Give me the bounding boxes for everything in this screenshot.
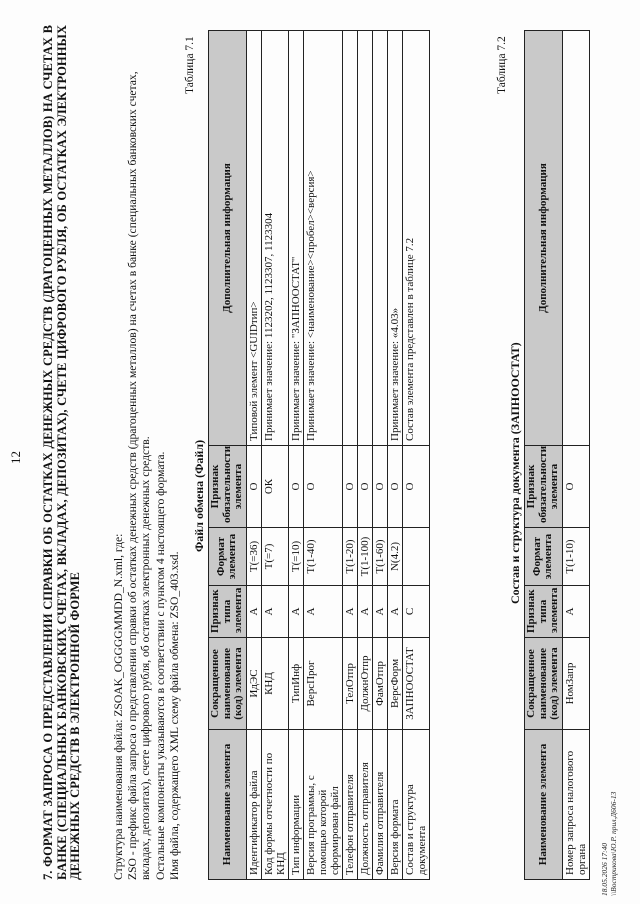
table-cell: T(1-20) bbox=[342, 528, 357, 586]
table-cell: N(4.2) bbox=[387, 528, 402, 586]
table-cell: Состав элемента представлен в таблице 7.2 bbox=[402, 31, 429, 446]
header-cell: Признак обязательности элемента bbox=[209, 446, 247, 528]
table-cell bbox=[372, 31, 387, 446]
table-cell: О bbox=[402, 446, 429, 528]
header-cell: Признак типа элемента bbox=[525, 586, 563, 638]
table-row bbox=[288, 31, 303, 880]
header-cell: Наименование элемента bbox=[209, 730, 247, 880]
table-cell: ФамОтпр bbox=[372, 638, 387, 730]
table-cell: А bbox=[562, 586, 589, 638]
table-cell: Фамилия отправителя bbox=[372, 730, 387, 880]
table-cell: Версия программы, с помощью которой сформирован файл bbox=[303, 730, 342, 880]
table-cell: О bbox=[562, 446, 589, 528]
table-cell: О bbox=[246, 446, 261, 528]
table-cell: Состав и структура документа bbox=[402, 730, 429, 880]
footer-path: \\Вострикова\Ю.Р. прил.Д606-13 bbox=[609, 791, 618, 896]
table-7-1-title: Файл обмена (Файл) bbox=[192, 439, 206, 552]
header-cell: Сокращенное наименование (код) элемента bbox=[525, 638, 563, 730]
file-exchange-table bbox=[208, 30, 430, 880]
zso-prefix-description: ZSO - префикс файла запроса о представлении справки об остатках денежных средств (драгоценных металлов) на счетах в банке (специальных банковских счетах, вкладах, депозитах), счете цифрового рубля, об остатках электронных денежных средств. bbox=[126, 71, 152, 880]
table-cell: T(1-40) bbox=[303, 528, 342, 586]
table-cell bbox=[357, 31, 372, 446]
print-footer bbox=[600, 792, 618, 896]
table-cell: Принимает значение: «4.03» bbox=[387, 31, 402, 446]
header-cell: Формат элемента bbox=[525, 528, 563, 586]
table-row bbox=[562, 31, 589, 880]
header-cell: Признак типа элемента bbox=[209, 586, 247, 638]
header-cell: Дополнительная информация bbox=[525, 31, 563, 446]
page-number: 12 bbox=[8, 451, 23, 464]
table-row bbox=[387, 31, 402, 880]
section-heading: 7. ФОРМАТ ЗАПРОСА О ПРЕДСТАВЛЕНИИ СПРАВКИ ОБ ОСТАТКАХ ДЕНЕЖНЫХ СРЕДСТВ (ДРАГОЦЕННЫХ МЕТАЛЛОВ) НА СЧЕТАХ В БАНКЕ (СПЕЦИАЛЬНЫХ БАНКОВСКИХ СЧЕТАХ, ВКЛАДАХ, ДЕПОЗИТАХ), СЧЕТЕ ЦИФРОВОГО РУБЛЯ, ОБ ОСТАТКАХ ЭЛЕКТРОННЫХ ДЕНЕЖНЫХ СРЕДСТВ В ЭЛЕКТРОННОЙ ФОРМЕ bbox=[41, 25, 83, 880]
other-components-note: Остальные компоненты указываются в соответствии с пунктом 4 настоящего формата. bbox=[154, 451, 167, 880]
table-cell: ОК bbox=[261, 446, 288, 528]
table-cell: T(=10) bbox=[288, 528, 303, 586]
table-cell bbox=[342, 31, 357, 446]
table-cell: ТипИнф bbox=[288, 638, 303, 730]
table-header-row bbox=[209, 31, 247, 880]
table-cell: T(1-60) bbox=[372, 528, 387, 586]
table-row bbox=[246, 31, 261, 880]
table-row bbox=[261, 31, 288, 880]
table-cell: А bbox=[372, 586, 387, 638]
table-cell: О bbox=[288, 446, 303, 528]
table-cell: Тип информации bbox=[288, 730, 303, 880]
table-cell: А bbox=[288, 586, 303, 638]
table-cell: О bbox=[357, 446, 372, 528]
table-7-2-title: Состав и структура документа (ЗАПНООСТАТ) bbox=[508, 342, 522, 604]
table-cell: ДолжнОтпр bbox=[357, 638, 372, 730]
table-cell bbox=[402, 528, 429, 586]
table-cell: ЗАПНООСТАТ bbox=[402, 638, 429, 730]
xsd-file-name: Имя файла, содержащего XML схему файла обмена: ZSO_403.xsd. bbox=[168, 551, 181, 880]
table-cell: Телефон отправителя bbox=[342, 730, 357, 880]
table-cell: Номер запроса налогового органа bbox=[562, 730, 589, 880]
table-row bbox=[342, 31, 357, 880]
footer-timestamp: 18.05.2026 17:40 bbox=[600, 842, 609, 896]
table-cell: А bbox=[303, 586, 342, 638]
table-cell bbox=[562, 31, 589, 446]
table-cell: ВерсПрог bbox=[303, 638, 342, 730]
table-cell: О bbox=[372, 446, 387, 528]
table-row bbox=[357, 31, 372, 880]
table-cell: НомЗапр bbox=[562, 638, 589, 730]
table-cell: Принимает значение: "ЗАПНООСТАТ" bbox=[288, 31, 303, 446]
table-cell: С bbox=[402, 586, 429, 638]
table-row bbox=[303, 31, 342, 880]
table-row bbox=[402, 31, 429, 880]
table-cell: ИдЭС bbox=[246, 638, 261, 730]
file-name-structure: Структура наименования файла: ZSOAK_OGGGGMMDD_N.xml, где: bbox=[112, 533, 125, 880]
table-cell: Идентификатор файла bbox=[246, 730, 261, 880]
table-cell: А bbox=[261, 586, 288, 638]
table-cell: Должность отправителя bbox=[357, 730, 372, 880]
table-cell: Типовой элемент <GUIDтип> bbox=[246, 31, 261, 446]
table-cell: О bbox=[387, 446, 402, 528]
table-cell: А bbox=[357, 586, 372, 638]
table-cell: А bbox=[342, 586, 357, 638]
table-cell: О bbox=[342, 446, 357, 528]
table-cell: Принимает значение: 1123202, 1123307, 1123304 bbox=[261, 31, 288, 446]
table-cell: ТелОтпр bbox=[342, 638, 357, 730]
table-cell: О bbox=[303, 446, 342, 528]
table-cell: T(=7) bbox=[261, 528, 288, 586]
table-7-1-caption: Таблица 7.1 bbox=[184, 36, 196, 94]
header-cell: Формат элемента bbox=[209, 528, 247, 586]
header-cell: Признак обязательности элемента bbox=[525, 446, 563, 528]
table-row bbox=[372, 31, 387, 880]
table-cell: Версия формата bbox=[387, 730, 402, 880]
table-cell: КНД bbox=[261, 638, 288, 730]
header-cell: Дополнительная информация bbox=[209, 31, 247, 446]
table-cell: Код формы отчетности по КНД bbox=[261, 730, 288, 880]
table-header-row bbox=[525, 31, 563, 880]
table-cell: А bbox=[387, 586, 402, 638]
table-cell: T(=36) bbox=[246, 528, 261, 586]
table-cell: Принимает значение: <наименование><пробел><версия> bbox=[303, 31, 342, 446]
header-cell: Наименование элемента bbox=[525, 730, 563, 880]
table-cell: T(1-100) bbox=[357, 528, 372, 586]
document-structure-table bbox=[524, 30, 590, 880]
table-7-2-caption: Таблица 7.2 bbox=[496, 36, 508, 94]
header-cell: Сокращенное наименование (код) элемента bbox=[209, 638, 247, 730]
table-cell: T(1-10) bbox=[562, 528, 589, 586]
table-cell: ВерсФорм bbox=[387, 638, 402, 730]
table-cell: А bbox=[246, 586, 261, 638]
